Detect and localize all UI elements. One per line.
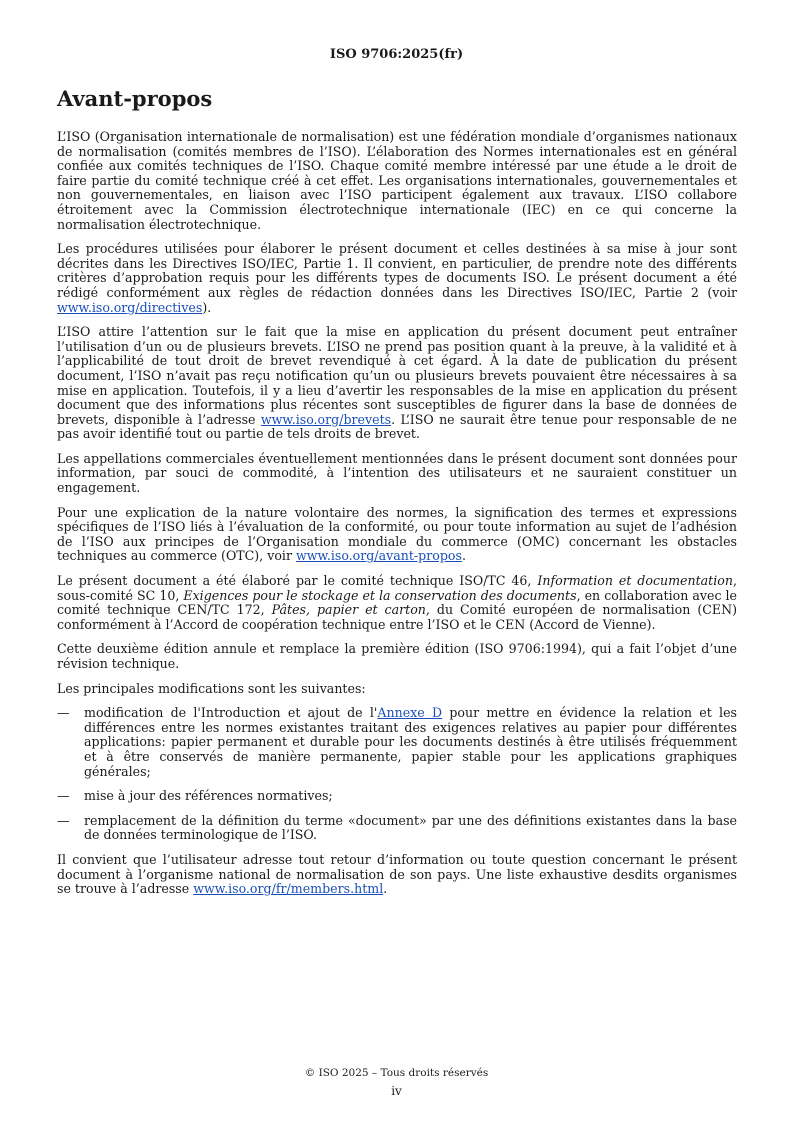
copyright-footer: © ISO 2025 – Tous droits réservés [304, 1067, 489, 1079]
changes-list [57, 706, 737, 843]
list-dash: — [57, 788, 70, 804]
list-item [57, 789, 737, 804]
list-item [57, 814, 737, 843]
paragraph-text: Les procédures utilisées pour élaborer le présent document et celles destinées à sa mise à jour sont décrites dans les Directives ISO/IEC, Partie 1. Il convient, en particulier, de prendre note des différents critères d’approbation requis pour les différents types de documents ISO. Le présent document a été rédigé conformément aux règles de rédaction données dans les Directives ISO/IEC, Partie 2 (voir [57, 241, 737, 300]
list-item-text: pour mettre en évidence la relation et les différences entre les normes existantes traitant des exigences relatives au papier pour différentes applications: papier permanent et durable pour les documents destinés à être utilisés fréquemment et à être conservés de manière permanente, papier stable pour les applications graphiques générales; [84, 705, 737, 779]
patents-link[interactable]: www.iso.org/brevets [260, 411, 392, 427]
cen-committee-title: Pâtes, papier et carton [271, 602, 426, 618]
paragraph-procedures [57, 242, 737, 315]
paragraph-voluntary-nature [57, 506, 737, 564]
list-item [57, 706, 737, 779]
paragraph-text: , en collaboration avec le comité technique CEN/TC 172, [57, 587, 738, 618]
foreword-link[interactable]: www.iso.org/avant-propos [295, 548, 462, 564]
document-id-header: ISO 9706:2025(fr) [329, 47, 464, 62]
paragraph-trade-names: Les appellations commerciales éventuellement mentionnées dans le présent document sont données pour information, par souci de commodité, à l’intention des utilisateurs et ne sauraient constituer un engagement. [57, 450, 737, 496]
paragraph-text: L’ISO attire l’attention sur le fait que la mise en application du présent document peut entraîner l’utilisation d’un ou de plusieurs brevets. L’ISO ne prend pas position quant à la preuve, à la validité et à l’applicabilité de tout droit de brevet revendiqué à cet égard. À la date de publication du présent document, l’ISO n’avait pas reçu notification qu’un ou plusieurs brevets pouvaient être nécessaires à sa mise en application. Toutefois, il y a lieu d’avertir les responsables de la mise en application du présent document que des informations plus récentes sont susceptibles de figurer dans la base de données de brevets, disponible à l’adresse [57, 324, 737, 427]
document-body [57, 130, 737, 907]
list-dash: — [57, 705, 70, 721]
paragraph-text: , sous-comité SC 10, [57, 573, 737, 603]
paragraph-text: Pour une explication de la nature volontaire des normes, la signification des termes et expressions spécifiques de l’ISO liés à l’évaluation de la conformité, ou pour toute information au sujet de l’adhésion de l’ISO aux principes de l’Organisation mondiale du commerce (OMC) concernant les obstacles techniques au commerce (OTC), voir [57, 504, 737, 564]
paragraph-text: . L’ISO ne saurait être tenue pour responsable de ne pas avoir identifié tout ou partie de tels droits de brevet. [57, 411, 737, 442]
paragraph-text: . [461, 548, 466, 564]
paragraph-patents [57, 325, 737, 442]
paragraph-text: Il convient que l’utilisateur adresse tout retour d’information ou toute question concernant le présent document à l’organisme national de normalisation de son pays. Une liste exhaustive desdits organismes se trouve à l’adresse [57, 851, 737, 897]
paragraph-text: , du Comité européen de normalisation (CEN) conformément à l’Accord de coopération technique entre l’ISO et le CEN (Accord de Vienne). [57, 602, 737, 632]
directives-link[interactable]: www.iso.org/directives [57, 299, 203, 315]
paragraph-text: ). [202, 299, 212, 315]
paragraph-intro: L’ISO (Organisation internationale de normalisation) est une fédération mondiale d’organismes nationaux de normalisation (comités membres de l’ISO). L’élaboration des Normes internationales est en général confiée aux comités techniques de l’ISO. Chaque comité membre intéressé par une étude a le droit de faire partie du comité technique créé à cet effet. Les organisations internationales, gouvernementales et non gouvernementales, en liaison avec l’ISO participent également aux travaux. L’ISO collabore étroitement avec la Commission électrotechnique internationale (IEC) en ce qui concerne la normalisation électrotechnique. [57, 129, 737, 232]
paragraph-text: . [383, 881, 388, 897]
paragraph-committee [57, 574, 737, 632]
paragraph-changes-intro: Les principales modifications sont les suivantes: [57, 680, 366, 696]
page-number: iv [391, 1084, 402, 1098]
page-title: Avant-propos [57, 86, 213, 111]
paragraph-feedback [57, 853, 737, 897]
list-dash: — [57, 812, 70, 828]
annex-d-link[interactable]: Annexe D [377, 705, 443, 721]
list-item-text: modification de l'Introduction et ajout de l' [84, 705, 378, 721]
list-item-text: mise à jour des références normatives; [84, 788, 333, 804]
paragraph-text: Le présent document a été élaboré par le comité technique ISO/TC 46, [57, 573, 538, 589]
committee-title: Information et documentation [537, 573, 733, 589]
list-item-text: remplacement de la définition du terme «document» par une des définitions existantes dans la base de données terminologique de l’ISO. [84, 812, 737, 843]
subcommittee-title: Exigences pour le stockage et la conservation des documents [183, 587, 577, 603]
paragraph-edition: Cette deuxième édition annule et remplace la première édition (ISO 9706:1994), qui a fait l’objet d’une révision technique. [57, 641, 737, 671]
members-link[interactable]: www.iso.org/fr/members.html [193, 881, 384, 897]
